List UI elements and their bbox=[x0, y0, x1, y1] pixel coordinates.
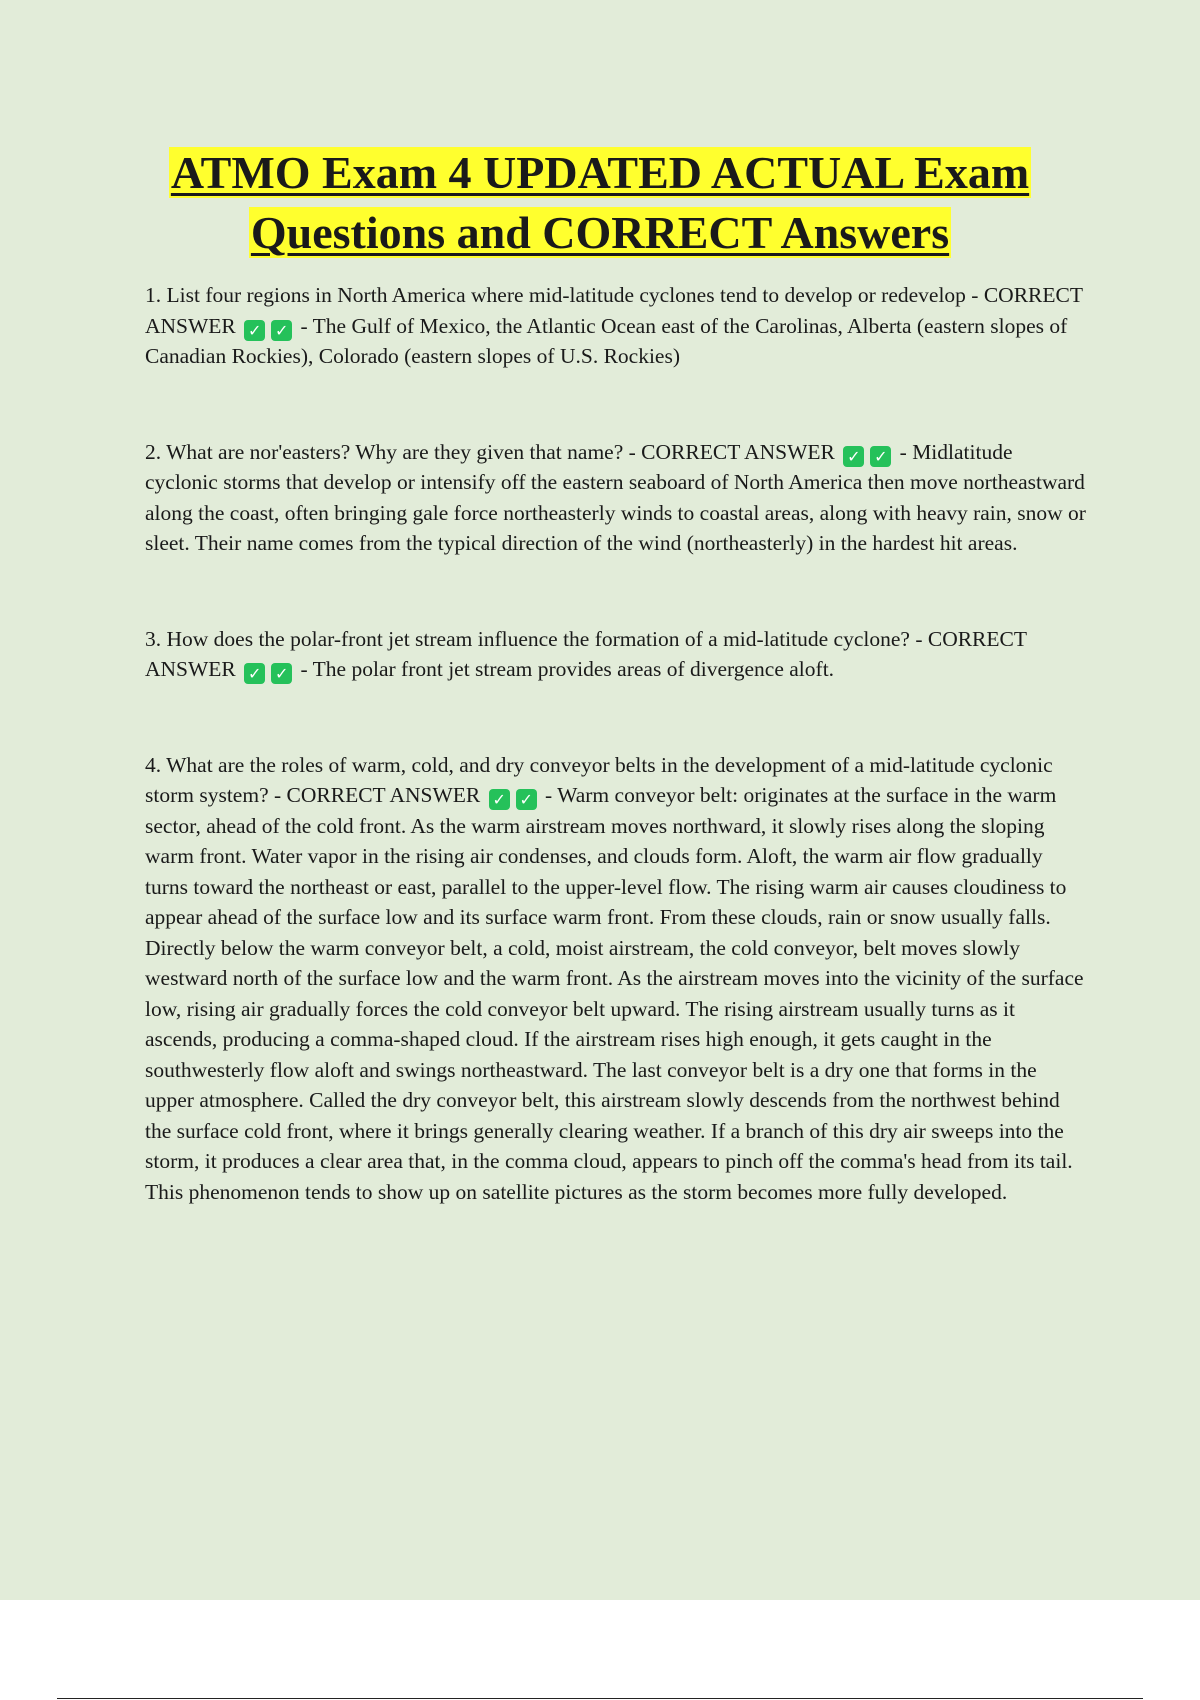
answer-text: - Warm conveyor belt: originates at the surface in the warm sector, ahead of the cold front. As the warm airstream moves northward, it slowly rises along the sloping warm front. Water vapor in the rising air condenses, and clouds form. Aloft, the warm air flow gradually turns toward the northeast or east, parallel to the upper-level flow. The rising warm air causes cloudiness to appear ahead of the surface low and its surface warm front. From these clouds, rain or snow usually falls. Directly below the warm conveyor belt, a cold, moist airstream, the cold conveyor, belt moves slowly westward north of the surface low and the warm front. As the airstream moves into the vicinity of the surface low, rising air gradually forces the cold conveyor belt upward. The rising airstream usually turns as it ascends, producing a comma-shaped cloud. If the airstream rises high enough, it gets caught in the southwesterly flow aloft and swings northeastward. The last conveyor belt is a dry one that forms in the upper atmosphere. Called the dry conveyor belt, this airstream slowly descends from the northwest behind the surface cold front, where it brings generally clearing weather. If a branch of this dry air sweeps into the storm, it produces a clear area that, in the comma cloud, appears to pinch off the comma's head from its tail. This phenomenon tends to show up on satellite pictures as the storm becomes more fully developed. bbox=[145, 783, 1084, 1204]
check-box-icon: ✓ bbox=[870, 446, 891, 467]
answer-text: - The Gulf of Mexico, the Atlantic Ocean east of the Carolinas, Alberta (eastern slopes of Canadian Rockies), Colorado (eastern slopes of U.S. Rockies) bbox=[145, 313, 1068, 368]
qa-item-2 bbox=[145, 437, 1090, 559]
title-line-2: Questions and CORRECT Answers bbox=[250, 207, 950, 258]
check-box-icon: ✓ bbox=[244, 663, 265, 684]
check-box-icon: ✓ bbox=[843, 446, 864, 467]
check-box-icon: ✓ bbox=[271, 663, 292, 684]
qa-item-3 bbox=[145, 624, 1090, 685]
qa-list bbox=[145, 280, 1090, 1207]
answer-text: - Midlatitude cyclonic storms that develop or intensify off the eastern seaboard of North America then move northeastward along the coast, often bringing gale force northeasterly winds to coastal areas, along with heavy rain, snow or sleet. Their name comes from the typical direction of the wind (northeasterly) in the hardest hit areas. bbox=[145, 439, 1086, 555]
answer-text: - The polar front jet stream provides areas of divergence aloft. bbox=[300, 657, 835, 681]
check-box-icon: ✓ bbox=[271, 320, 292, 341]
check-box-icon: ✓ bbox=[489, 789, 510, 810]
title-line-1: ATMO Exam 4 UPDATED ACTUAL Exam bbox=[170, 147, 1030, 198]
question-text: 4. What are the roles of warm, cold, and dry conveyor belts in the development of a mid-latitude cyclonic storm system? - CORRECT ANSWER bbox=[145, 752, 1053, 807]
footer-divider bbox=[57, 1698, 1143, 1699]
check-box-icon: ✓ bbox=[516, 789, 537, 810]
question-text: 3. How does the polar-front jet stream influence the formation of a mid-latitude cyclone? - CORRECT ANSWER bbox=[145, 626, 1027, 681]
question-text: 1. List four regions in North America where mid-latitude cyclones tend to develop or redevelop - CORRECT ANSWER bbox=[145, 283, 1083, 338]
qa-item-4 bbox=[145, 750, 1090, 1208]
qa-item-1 bbox=[145, 280, 1090, 372]
page-title bbox=[100, 143, 1100, 263]
check-box-icon: ✓ bbox=[244, 320, 265, 341]
question-text: 2. What are nor'easters? Why are they given that name? - CORRECT ANSWER bbox=[145, 439, 835, 464]
